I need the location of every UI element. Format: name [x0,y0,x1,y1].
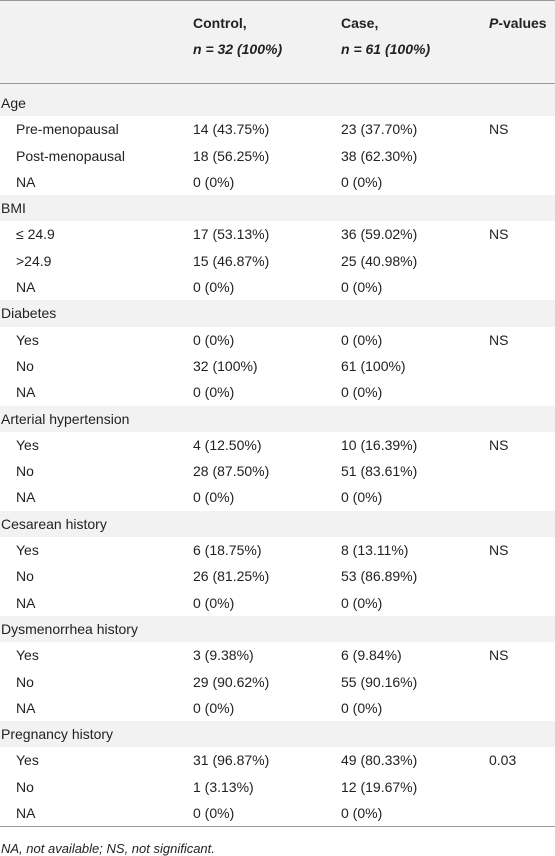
group-empty-cell [185,721,333,747]
control-value: 31 (96.87%) [193,752,270,769]
table-row [0,116,555,142]
case-value: 55 (90.16%) [341,673,418,690]
table-row [0,563,555,589]
header-empty-cell [0,1,185,84]
header-row [0,1,555,84]
table-header [0,1,555,84]
p-value [483,379,555,405]
row-label: Post-menopausal [16,147,125,164]
row-label: Yes [16,331,39,348]
row-label: Yes [16,542,39,559]
table-row [0,379,555,405]
group-header-row [0,721,555,747]
table-row [0,642,555,668]
row-label: No [16,568,34,585]
case-value: 0 (0%) [341,331,383,348]
group-label: Cesarean history [0,511,185,537]
table-body [0,84,555,827]
row-label: Yes [16,647,39,664]
case-value: 12 (19.67%) [341,778,418,795]
group-header-row [0,406,555,432]
table-row [0,221,555,247]
control-value: 0 (0%) [193,279,235,296]
control-value: 29 (90.62%) [193,673,270,690]
case-value: 0 (0%) [341,384,383,401]
header-case-line2: n = 61 (100%) [341,41,431,57]
table-row [0,248,555,274]
case-value: 8 (13.11%) [341,542,409,559]
group-empty-cell [483,300,555,326]
group-label: Age [0,84,185,117]
group-empty-cell [483,721,555,747]
control-value: 28 (87.50%) [193,463,270,480]
row-label: Pre-menopausal [16,121,119,138]
case-value: 51 (83.61%) [341,463,418,480]
group-empty-cell [333,616,483,642]
header-p-rest: -values [498,15,547,31]
group-empty-cell [483,84,555,117]
p-value [483,695,555,721]
row-label: NA [16,173,36,190]
case-value: 10 (16.39%) [341,436,418,453]
table-row [0,590,555,616]
p-value [483,669,555,695]
group-empty-cell [185,84,333,117]
header-control [185,1,333,84]
group-header-row [0,616,555,642]
p-value [483,274,555,300]
header-case-line1: Case, [341,15,379,31]
table-row [0,143,555,169]
table-row [0,458,555,484]
control-value: 17 (53.13%) [193,226,270,243]
row-label: NA [0,800,185,827]
table-row [0,169,555,195]
case-value: 0 (0%) [333,800,483,827]
table-row [0,353,555,379]
table-row [0,669,555,695]
control-value: 1 (3.13%) [193,778,254,795]
row-label: NA [16,489,36,506]
case-value: 25 (40.98%) [341,252,418,269]
p-value: NS [489,542,509,559]
control-value: 0 (0%) [193,173,235,190]
p-value: NS [489,331,509,348]
p-value [483,353,555,379]
group-label: Dysmenorrhea history [0,616,185,642]
row-label: NA [16,384,36,401]
control-value: 0 (0%) [193,331,235,348]
p-value [483,774,555,800]
header-pvalues [483,1,555,84]
p-value [483,484,555,510]
control-value: 0 (0%) [185,800,333,827]
group-empty-cell [483,511,555,537]
case-value: 0 (0%) [341,173,383,190]
group-empty-cell [185,616,333,642]
case-value: 0 (0%) [341,279,383,296]
control-value: 26 (81.25%) [193,568,270,585]
p-value [483,800,555,827]
header-control-line2: n = 32 (100%) [193,41,283,57]
group-empty-cell [333,300,483,326]
group-header-row [0,300,555,326]
row-label: No [16,357,34,374]
table-row [0,432,555,458]
group-label: BMI [0,195,185,221]
table-row [0,537,555,563]
control-value: 15 (46.87%) [193,252,270,269]
case-value: 38 (62.30%) [341,147,418,164]
p-value [483,590,555,616]
case-value: 23 (37.70%) [341,121,418,138]
case-value: 0 (0%) [341,699,383,716]
group-header-row [0,511,555,537]
control-value: 14 (43.75%) [193,121,270,138]
case-value: 0 (0%) [341,489,383,506]
table-row [0,274,555,300]
row-label: Yes [16,436,39,453]
group-label: Diabetes [0,300,185,326]
row-label: No [16,673,34,690]
group-empty-cell [333,406,483,432]
p-value: NS [489,647,509,664]
group-empty-cell [483,195,555,221]
header-p-letter: P [489,15,499,31]
control-value: 0 (0%) [193,594,235,611]
row-label: No [16,778,34,795]
group-empty-cell [333,721,483,747]
p-value [483,143,555,169]
table-row [0,695,555,721]
group-label: Arterial hypertension [0,406,185,432]
p-value: NS [489,121,509,138]
group-empty-cell [185,511,333,537]
row-label: Yes [16,752,39,769]
group-empty-cell [333,84,483,117]
row-label: NA [16,594,36,611]
control-value: 0 (0%) [193,699,235,716]
case-value: 0 (0%) [341,594,383,611]
p-value: NS [489,436,509,453]
control-value: 0 (0%) [193,384,235,401]
row-label: >24.9 [16,252,52,269]
row-label: NA [16,699,36,716]
group-empty-cell [483,406,555,432]
control-value: 18 (56.25%) [193,147,270,164]
group-empty-cell [185,406,333,432]
group-empty-cell [185,300,333,326]
group-header-row [0,84,555,117]
table-row [0,484,555,510]
group-label: Pregnancy history [0,721,185,747]
case-value: 6 (9.84%) [341,647,402,664]
group-header-row [0,195,555,221]
row-label: ≤ 24.9 [16,226,55,243]
control-value: 6 (18.75%) [193,542,262,559]
p-value: 0.03 [489,752,517,769]
p-value [483,169,555,195]
control-value: 0 (0%) [193,489,235,506]
group-empty-cell [185,195,333,221]
control-value: 4 (12.50%) [193,436,262,453]
control-value: 32 (100%) [193,357,258,374]
table-row [0,774,555,800]
table-footnote: NA, not available; NS, not significant. [1,841,215,856]
table-row [0,327,555,353]
table-row [0,747,555,773]
p-value: NS [489,226,509,243]
header-control-line1: Control, [193,15,247,31]
group-empty-cell [333,195,483,221]
table-row [0,800,555,827]
header-pvalues-label [489,10,555,36]
p-value [483,248,555,274]
p-value [483,563,555,589]
case-value: 36 (59.02%) [341,226,418,243]
row-label: NA [16,279,36,296]
p-value [483,458,555,484]
case-value: 49 (80.33%) [341,752,418,769]
group-empty-cell [483,616,555,642]
group-empty-cell [333,511,483,537]
header-case [333,1,483,84]
case-value: 61 (100%) [341,357,406,374]
control-value: 3 (9.38%) [193,647,254,664]
case-value: 53 (86.89%) [341,568,418,585]
row-label: No [16,463,34,480]
